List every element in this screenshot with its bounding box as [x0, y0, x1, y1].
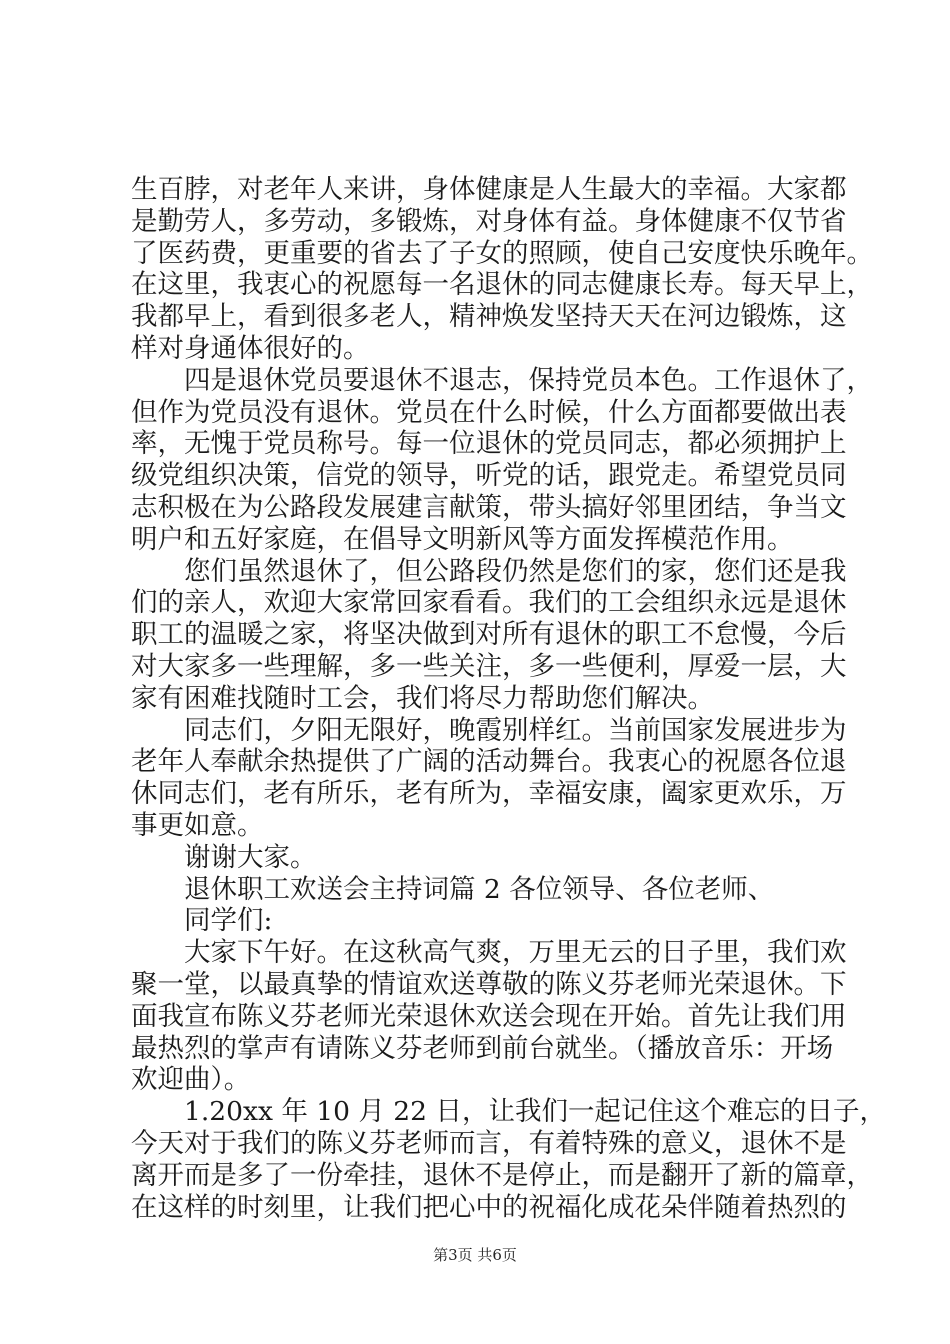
paragraph-start-line: 同志们，夕阳无限好，晚霞别样红。当前国家发展进步为	[184, 714, 847, 746]
text-line: 对大家多一些理解，多一些关注，多一些便利，厚爱一层，大	[131, 650, 847, 682]
text-line: 今天对于我们的陈义芬老师而言，有着特殊的意义，退休不是	[131, 1127, 847, 1159]
text-line: 级党组织决策，信党的领导，听党的话，跟党走。希望党员同	[131, 460, 847, 492]
text-line: 明户和五好家庭，在倡导文明新风等方面发挥模范作用。	[131, 523, 794, 555]
text-line: 样对身通体很好的。	[131, 332, 370, 364]
text-line: 休同志们，老有所乐，老有所为，幸福安康，阖家更欢乐，万	[131, 778, 847, 810]
text-line: 率，无愧于党员称号。每一位退休的党员同志，都必须拥护上	[131, 428, 847, 460]
text-line: 们的亲人，欢迎大家常回家看看。我们的工会组织永远是退休	[131, 587, 847, 619]
text-line: 职工的温暖之家，将坚决做到对所有退休的职工不怠慢，今后	[131, 619, 847, 651]
text-line: 老年人奉献余热提供了广阔的活动舞台。我衷心的祝愿各位退	[131, 746, 847, 778]
paragraph-start-line: 您们虽然退休了，但公路段仍然是您们的家，您们还是我	[184, 555, 847, 587]
page-number-footer: 第3页 共6页	[433, 1246, 517, 1264]
text-line: 志积极在为公路段发展建言献策，带头搞好邻里团结，争当文	[131, 491, 847, 523]
document-body	[131, 174, 886, 1223]
text-line: 但作为党员没有退休。党员在什么时候，什么方面都要做出表	[131, 396, 847, 428]
text-line: 是勤劳人，多劳动，多锻炼，对身体有益。身体健康不仅节省	[131, 205, 847, 237]
text-line: 最热烈的掌声有请陈义芬老师到前台就坐。（播放音乐：开场	[131, 1032, 834, 1064]
text-line: 事更如意。	[131, 809, 264, 841]
paragraph-start-line: 同学们:	[184, 905, 273, 937]
section-heading-line: 退休职工欢送会主持词篇 2 各位领导、各位老师、	[184, 873, 775, 905]
text-line: 了医药费，更重要的省去了子女的照顾，使自己安度快乐晚年。	[131, 237, 873, 269]
text-line: 聚一堂，以最真挚的情谊欢送尊敬的陈义芬老师光荣退休。下	[131, 968, 847, 1000]
text-line: 离开而是多了一份牵挂，退休不是停止，而是翻开了新的篇章，	[131, 1159, 873, 1191]
paragraph-start-line: 谢谢大家。	[184, 841, 317, 873]
text-line: 欢迎曲）。	[131, 1064, 251, 1096]
text-line: 在这里，我衷心的祝愿每一名退休的同志健康长寿。每天早上，	[131, 269, 873, 301]
paragraph-start-line: 1.20xx 年 10 月 22 日，让我们一起记住这个难忘的日子，	[184, 1096, 886, 1128]
text-line: 我都早上，看到很多老人，精神焕发坚持天天在河边锻炼，这	[131, 301, 847, 333]
text-line: 生百脖，对老年人来讲，身体健康是人生最大的幸福。大家都	[131, 174, 847, 205]
text-line: 家有困难找随时工会，我们将尽力帮助您们解决。	[131, 682, 714, 714]
paragraph-start-line: 大家下午好。在这秋高气爽，万里无云的日子里，我们欢	[184, 937, 847, 969]
text-line: 面我宣布陈义芬老师光荣退休欢送会现在开始。首先让我们用	[131, 1000, 847, 1032]
paragraph-start-line: 四是退休党员要退休不退志，保持党员本色。工作退休了，	[184, 364, 873, 396]
text-line: 在这样的时刻里，让我们把心中的祝福化成花朵伴随着热烈的	[131, 1191, 847, 1223]
